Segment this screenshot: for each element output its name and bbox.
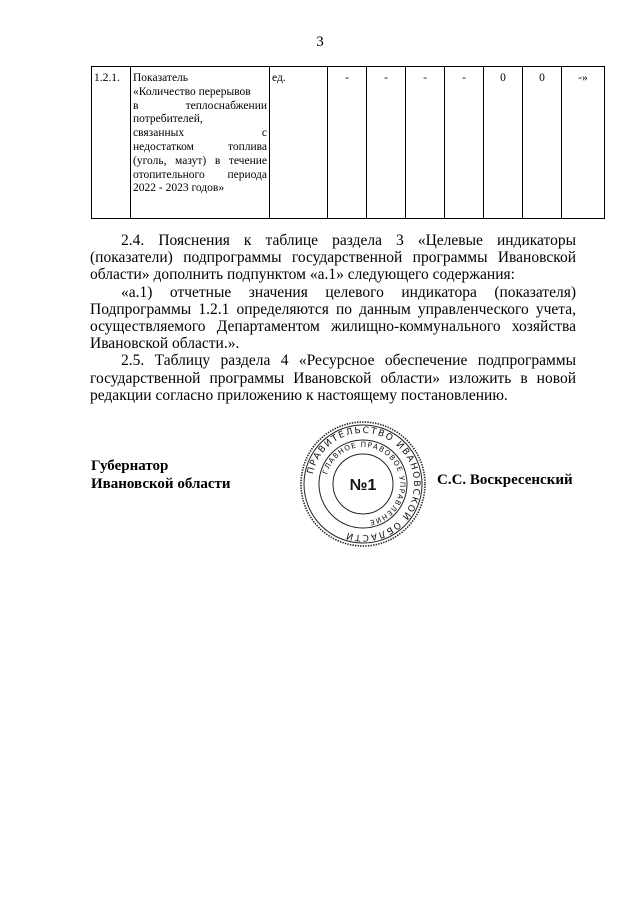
table-cell-value-last: -» [562,67,605,219]
table-cell-indicator-name [131,67,270,219]
table-cell-value: - [367,67,406,219]
table-cell-value: - [328,67,367,219]
table-cell-code: 1.2.1. [92,67,131,219]
page-number: 3 [316,34,324,50]
indicator-table [91,66,605,219]
signatory-name: С.С. Воскресенский [437,472,573,488]
signatory-title [91,457,231,493]
name-line: (уголь, мазут) в течение [133,154,267,167]
table-cell-value: 0 [523,67,562,219]
paragraph-a1: «а.1) отчетные значения целевого индикатора (показателя) Подпрограммы 1.2.1 определяются по данным управленческого учета, осуществляемого Департаментом жилищно-коммунального хозяйства Ивановской области.». [90,283,576,353]
official-stamp [298,417,428,552]
table-cell-unit: ед. [270,67,328,219]
name-line: 2022 - 2023 годов» [133,182,225,195]
name-line: в теплоснабжении [133,99,267,112]
paragraph-2-5: 2.5. Таблицу раздела 4 «Ресурсное обеспечение подпрограммы государственной программы Ивановской области» изложить в новой редакции согласно приложению к настоящему постановлению. [90,352,576,404]
signatory-title-line: Ивановской области [91,476,231,492]
body-text [90,232,576,404]
stamp-inner-text: ГЛАВНОЕ ПРАВОВОЕ УПРАВЛЕНИЕ [320,439,408,528]
name-line: потребителей, [133,113,203,126]
paragraph-2-4: 2.4. Пояснения к таблице раздела 3 «Целевые индикаторы (показатели) подпрограммы государственной программы Ивановской области» дополнить подпунктом «а.1» следующего содержания: [90,232,576,284]
name-line: связанных с [133,127,267,140]
stamp-seal-icon [298,417,428,552]
name-line: недостатком топлива [133,140,267,153]
table-row [92,67,605,219]
table-cell-value: 0 [484,67,523,219]
stamp-number: №1 [349,477,377,494]
signatory-title-line: Губернатор [91,458,169,474]
name-line: «Количество перерывов [133,85,251,98]
stamp-outer-text: ПРАВИТЕЛЬСТВО ИВАНОВСКОЙ ОБЛАСТИ [305,425,422,543]
table-cell-value: - [406,67,445,219]
name-line: отопительного периода [133,168,267,181]
name-line: Показатель [133,72,189,84]
table-cell-value: - [445,67,484,219]
